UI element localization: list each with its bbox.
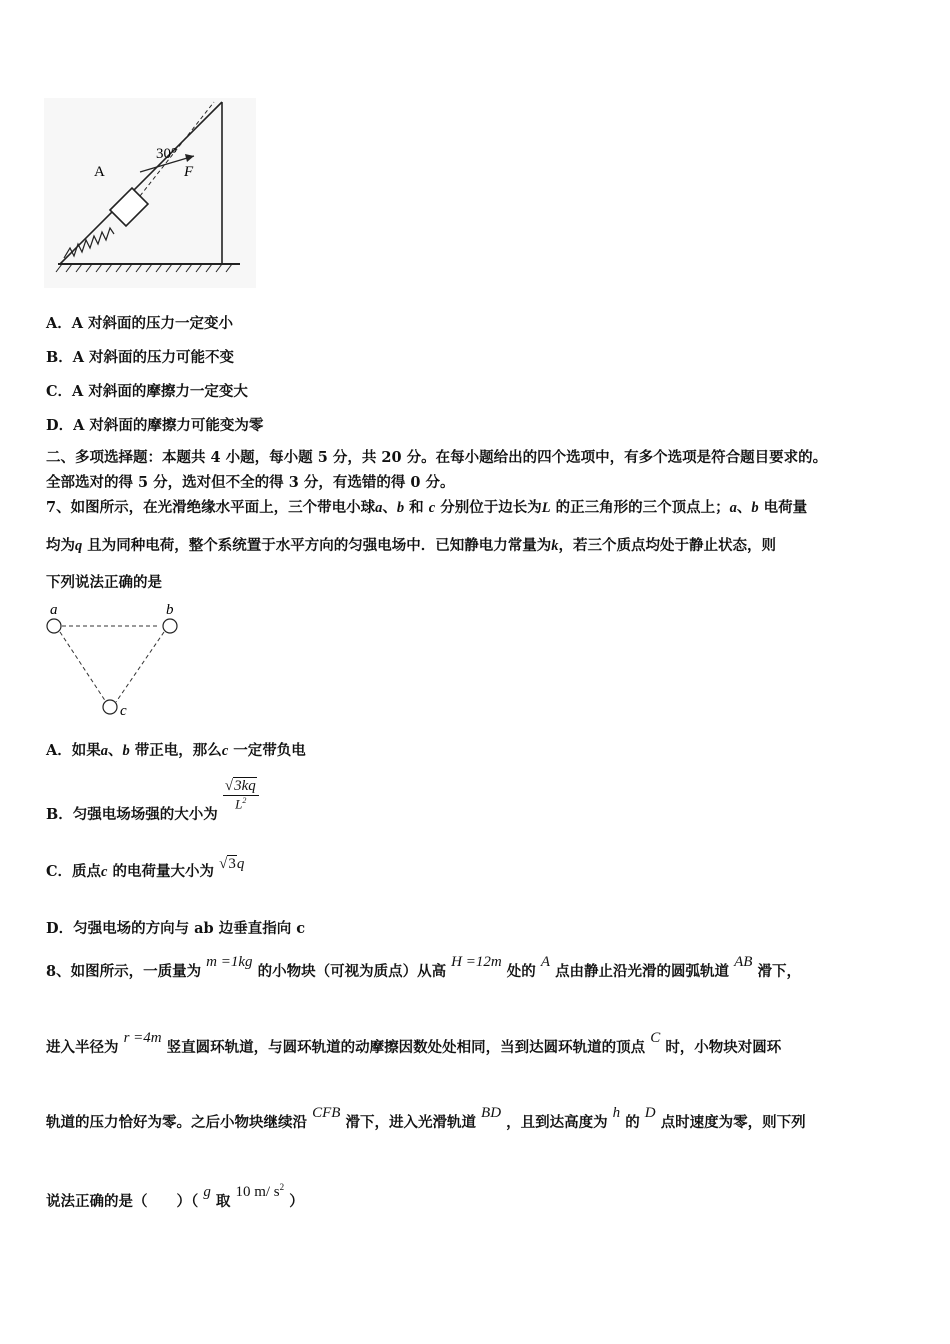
ball-b (163, 619, 177, 633)
q6-option-a: A．A 对斜面的压力一定变小 (46, 315, 234, 332)
q6-option-c: C．A 对斜面的摩擦力一定变大 (46, 383, 248, 400)
label-c: c (120, 703, 127, 719)
q7-option-a: A．如果a、b 带正电，那么c 一定带负电 (46, 742, 306, 759)
q7-stem-line2: 均为q 且为同种电荷，整个系统置于水平方向的匀强电场中．已知静电力常量为k，若三个质点均处于静止状态，则 (46, 537, 777, 554)
q7-option-d: D．匀强电场的方向与 ab 边垂直指向 c (46, 920, 306, 937)
ball-c (103, 700, 117, 714)
q8-stem-line1: 8、如图所示，一质量为 m =1kg 的小物块（可视为质点）从高 H =12m 处的 A 点由静止沿光滑的圆弧轨道 AB 滑下， (46, 954, 802, 980)
triangle-figure (40, 598, 190, 722)
q7-option-c: C．质点c 的电荷量大小为 √3q (46, 856, 245, 880)
q6-option-d: D．A 对斜面的摩擦力可能变为零 (46, 417, 264, 434)
label-F: F (184, 164, 194, 180)
incline-figure (44, 98, 256, 288)
label-angle: 30° (156, 146, 177, 162)
triangle-diagram (40, 598, 190, 722)
charge-expression: √3q (219, 856, 245, 872)
q8-stem-line3: 轨道的压力恰好为零。之后小物块继续沿 CFB 滑下，进入光滑轨道 BD ，且到达高度为 h 的 D 点时速度为零，则下列 (46, 1105, 806, 1131)
q7-option-b: B．匀强电场场强的大小为 $\frac{√3kq}{L^2}$ (46, 772, 259, 828)
label-A: A (94, 164, 105, 180)
section2-line2: 全部选对的得 5 分，选对但不全的得 3 分，有选错的得 0 分。 (46, 474, 455, 491)
incline-diagram (44, 98, 256, 288)
field-strength-fraction: $\frac{√3kq}{L^2}$ (223, 778, 259, 812)
q8-stem-line4: 说法正确的是（ ）（ g 取 10 m/ $s^2$ ） (46, 1182, 304, 1210)
q7-stem-line1: 7、如图所示，在光滑绝缘水平面上，三个带电小球a、b 和 c 分别位于边长为L 的正三角形的三个顶点上；a、b 电荷量 (46, 499, 808, 516)
section2-line1: 二、多项选择题：本题共 4 小题，每小题 5 分，共 20 分。在每小题给出的四个选项中，有多个选项是符合题目要求的。 (46, 449, 828, 466)
q7-stem-line3: 下列说法正确的是 (46, 574, 162, 591)
label-a: a (50, 602, 58, 618)
ball-a (47, 619, 61, 633)
q6-option-b: B．A 对斜面的压力可能不变 (46, 349, 235, 366)
label-b: b (166, 602, 174, 618)
q8-stem-line2: 进入半径为 r =4m 竖直圆环轨道，与圆环轨道的动摩擦因数处处相同，当到达圆环轨道的顶点 C 时，小物块对圆环 (46, 1030, 782, 1056)
